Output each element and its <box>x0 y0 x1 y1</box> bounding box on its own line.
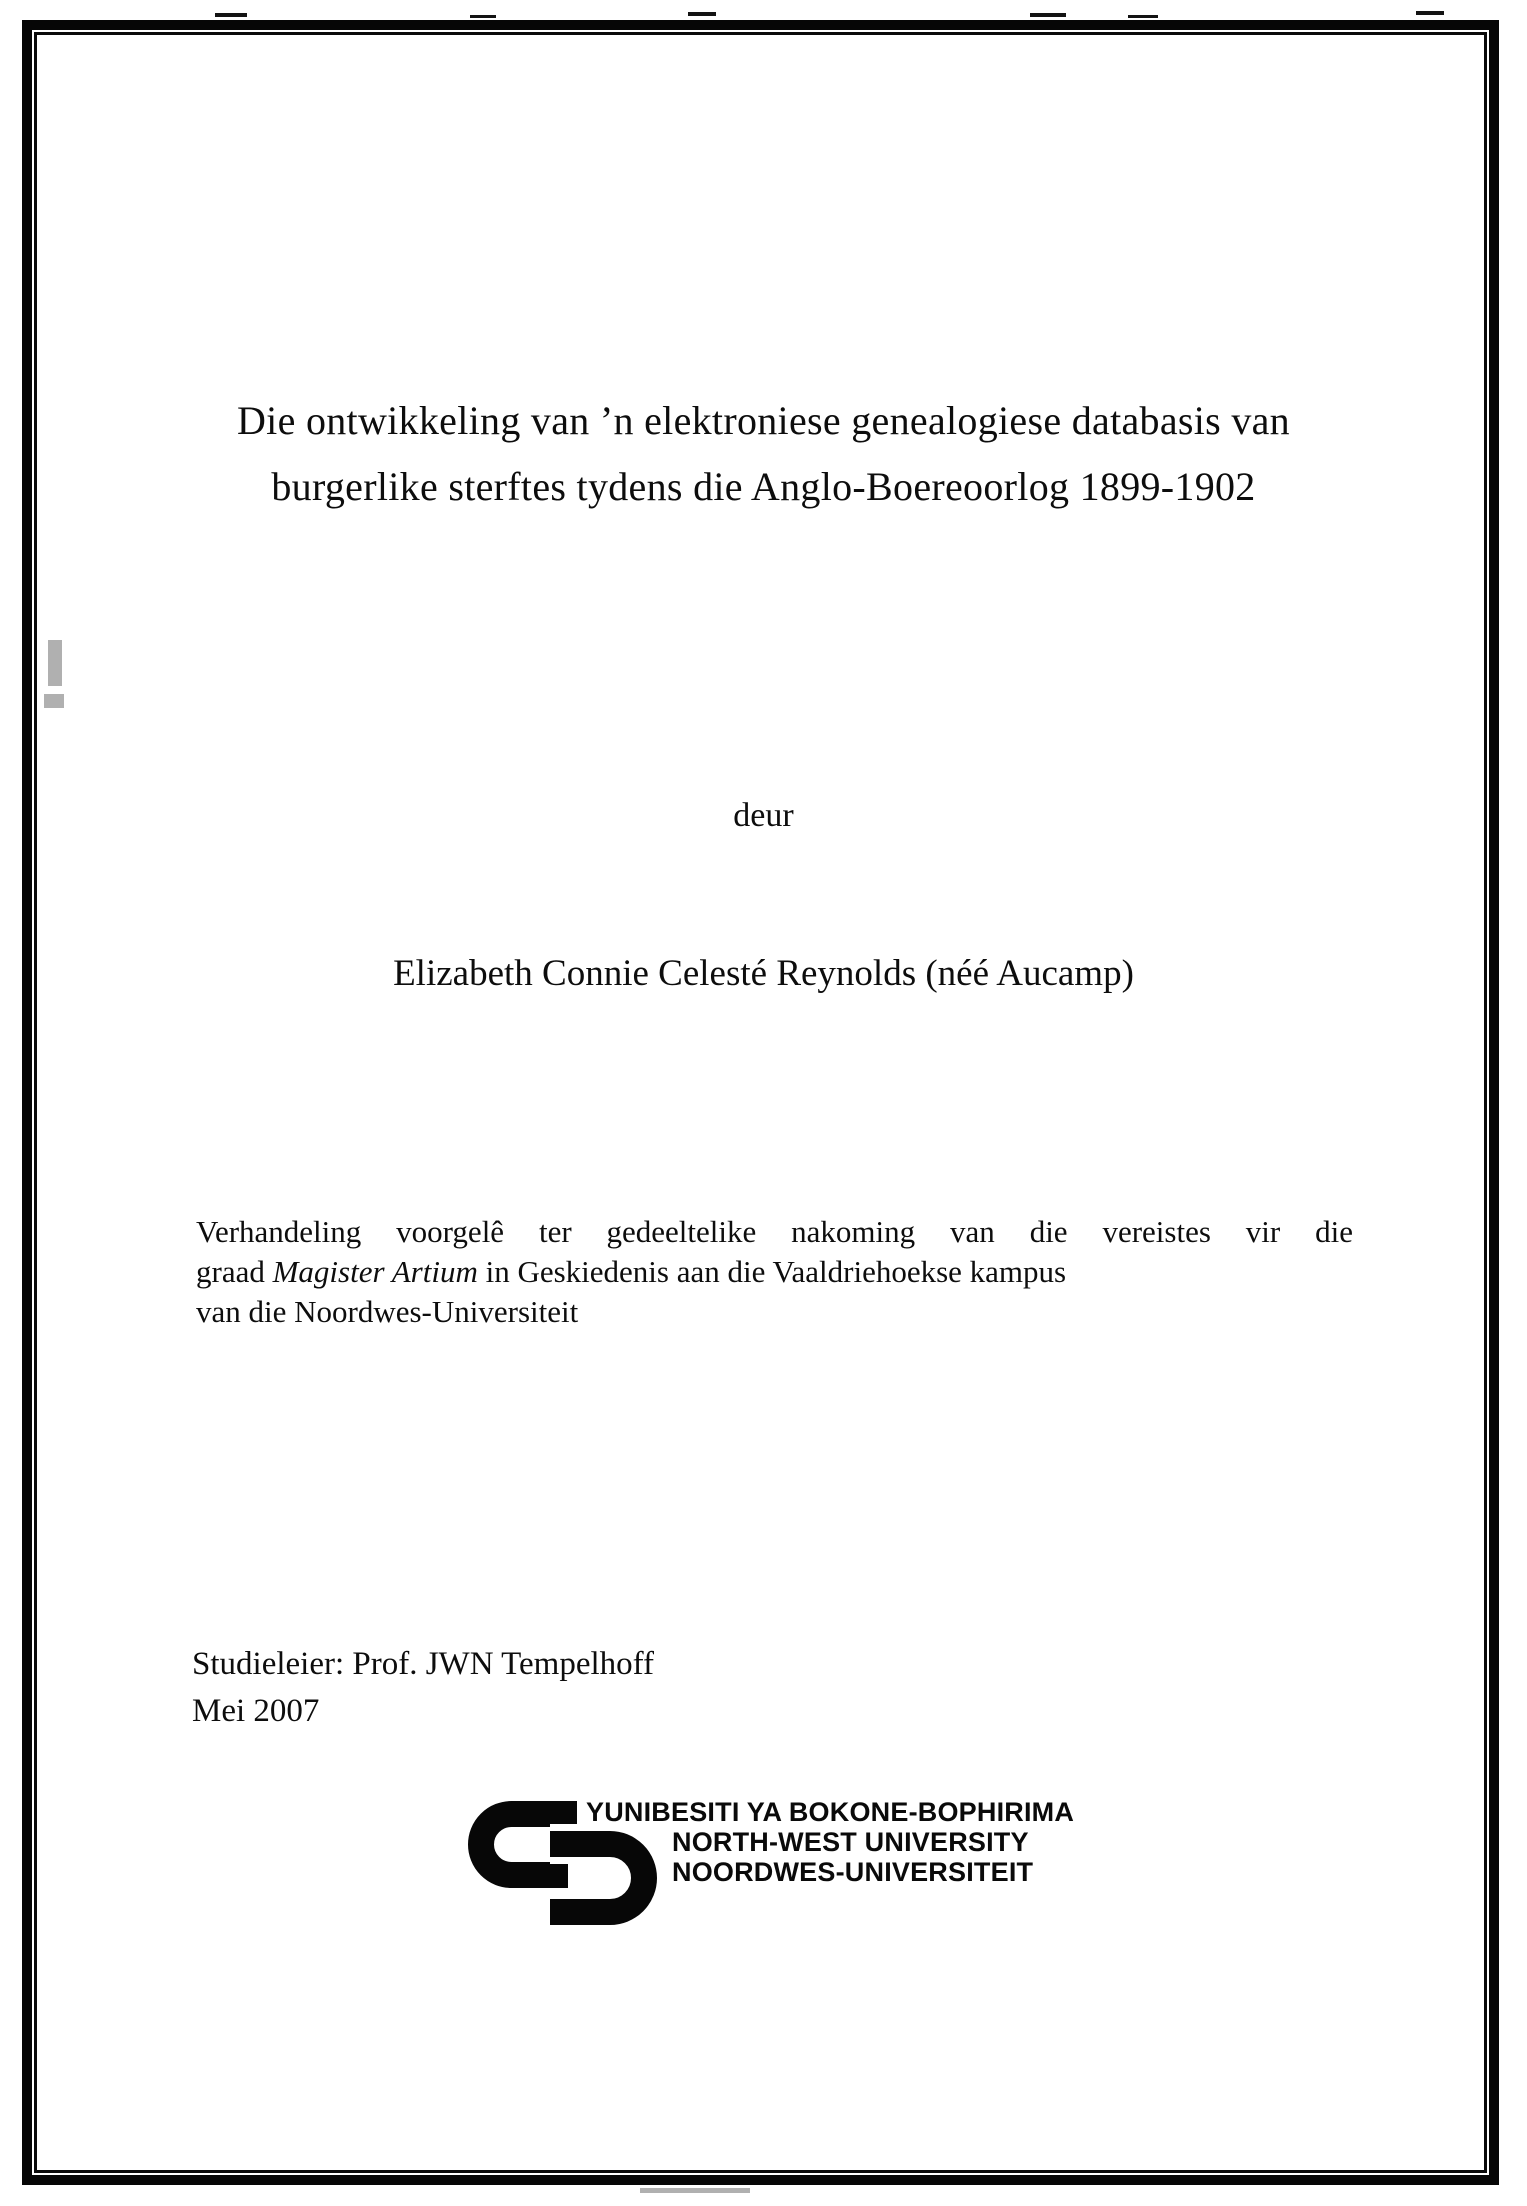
thesis-title-line-2: burgerlike sterftes tydens die Anglo-Boereoorlog 1899-1902 <box>271 464 1256 509</box>
nwu-logo-line-3: NOORDWES-UNIVERSITEIT <box>672 1857 1034 1887</box>
scan-artifact <box>470 15 496 18</box>
degree-statement <box>196 1212 1353 1332</box>
thesis-title-line-1: Die ontwikkeling van ’n elektroniese genealogiese databasis van <box>236 398 1290 443</box>
degree-statement-line-1: Verhandeling voorgelê ter gedeeltelike nakoming van die vereistes vir die <box>196 1214 1353 1249</box>
degree-statement-line-2-suffix: in Geskiedenis aan die Vaaldriehoekse kampus <box>477 1254 1067 1289</box>
date-line: Mei 2007 <box>192 1693 320 1729</box>
scan-artifact <box>215 13 247 17</box>
scan-artifact <box>688 12 716 16</box>
north-west-university-logo <box>455 1793 1095 1938</box>
degree-statement-line-2-prefix: graad <box>196 1254 273 1289</box>
scan-artifact <box>1128 15 1158 18</box>
byline-label: deur <box>733 797 794 834</box>
nwu-logo-line-1: YUNIBESITI YA BOKONE-BOPHIRIMA <box>586 1797 1075 1827</box>
degree-statement-line-3: van die Noordwes-Universiteit <box>196 1294 579 1329</box>
nwu-logo-wordmark <box>586 1797 1074 1887</box>
supervisor-block <box>192 1641 654 1735</box>
degree-statement-line-2 <box>196 1252 1353 1292</box>
scan-artifact <box>1416 11 1444 15</box>
scan-artifact <box>640 2188 750 2193</box>
nwu-logo-line-2: NORTH-WEST UNIVERSITY <box>672 1827 1029 1857</box>
supervisor-line: Studieleier: Prof. JWN Tempelhoff <box>192 1646 655 1682</box>
author-name: Elizabeth Connie Celesté Reynolds (néé Aucamp) <box>393 953 1134 994</box>
degree-name-italic: Magister Artium <box>272 1254 478 1289</box>
thesis-title <box>60 388 1467 520</box>
scan-artifact <box>1030 13 1066 17</box>
